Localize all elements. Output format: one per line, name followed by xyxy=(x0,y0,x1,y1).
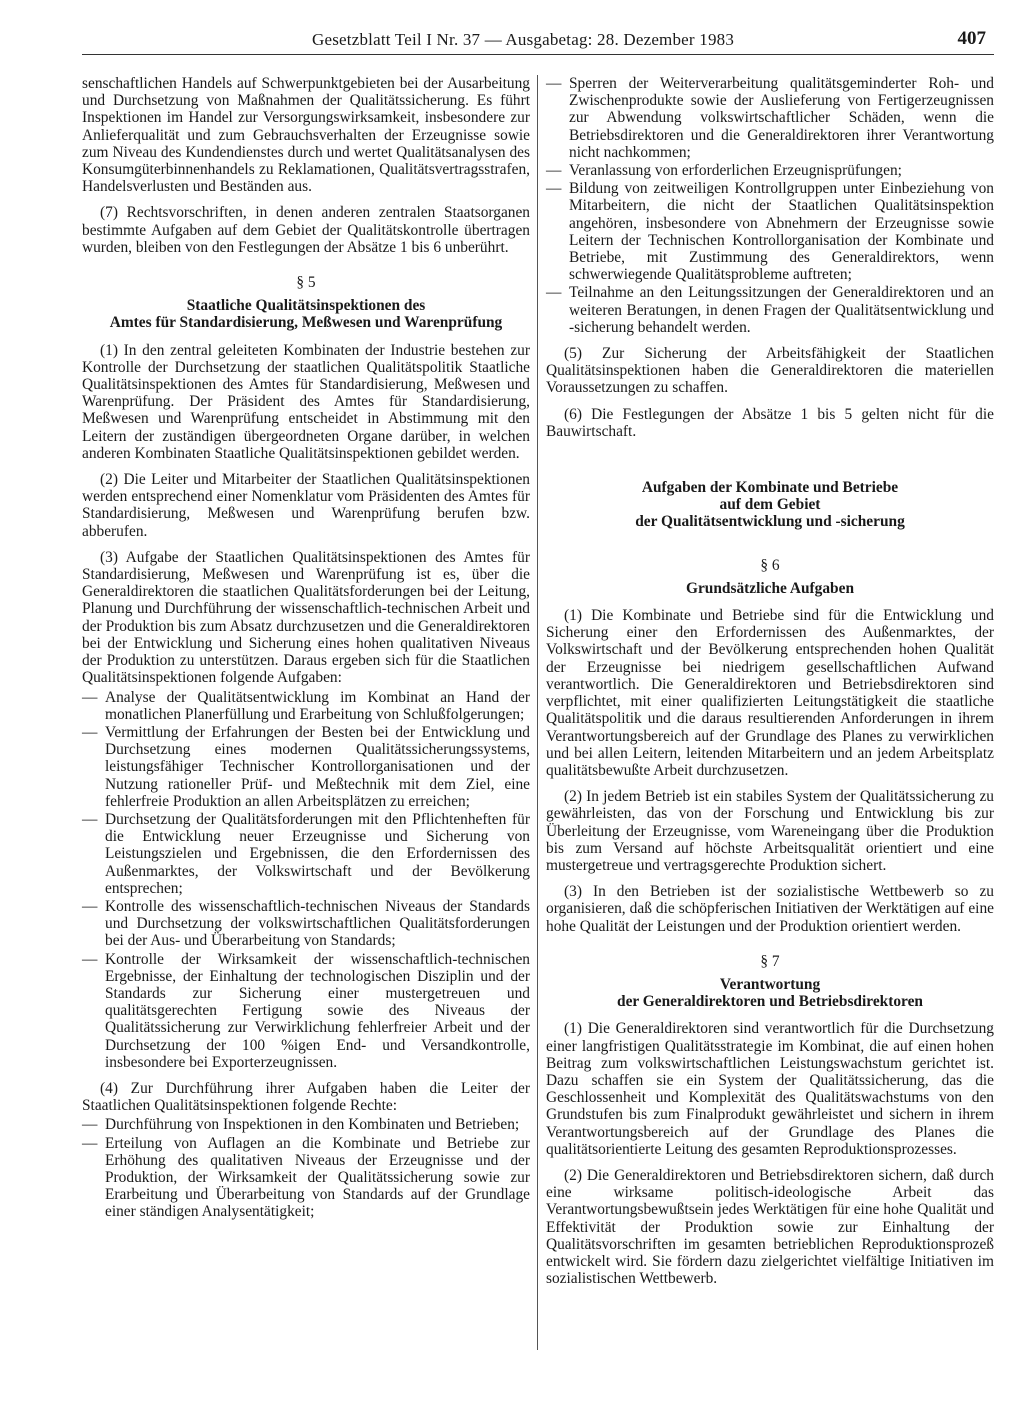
list-item: — Teilnahme an den Leitungssitzungen der Generaldirektoren und an weiteren Beratungen, in denen Fragen der Qualitätsentwicklung und -sicherung behandelt werden. xyxy=(546,284,994,336)
section-7-title-line-1: Verantwortung xyxy=(719,975,821,993)
s5-paragraph-5: (5) Zur Sicherung der Arbeitsfähigkeit der Staatlichen Qualitätsinspektionen haben die Generaldirektoren die materiellen Voraussetzungen zu schaffen. xyxy=(546,345,994,397)
right-column xyxy=(546,75,994,1296)
section-5-title xyxy=(82,297,530,331)
section-6-number: § 6 xyxy=(760,556,780,574)
s5-paragraph-4-list xyxy=(82,1116,530,1220)
s5-paragraph-3: (3) Aufgabe der Staatlichen Qualitätsinspektionen des Amtes für Standardisierung, Meßwesen und Warenprüfung ist es, über die Generaldirektoren die staatlichen Qualitätsforderungen bei der Leitung, Planung und Durchführung der wissenschaftlich-technischen Arbeit und der Produktion bis zum Absatz durchzusetzen und die Generaldirektoren bei der Entwicklung und Sicherung eines hohen qualitativen Niveaus der Produktion zu unterstützen. Daraus ergeben sich für die Staatlichen Qualitätsinspektionen folgende Aufgaben: xyxy=(82,548,530,687)
section-6-title: Grundsätzliche Aufgaben xyxy=(685,579,855,597)
section-5-title-line-2: Amtes für Standardisierung, Meßwesen und Warenprüfung xyxy=(109,314,503,332)
s5-paragraph-3-list xyxy=(82,689,530,1071)
section-5-title-line-1: Staatliche Qualitätsinspektionen des xyxy=(186,297,426,315)
page-number: 407 xyxy=(957,28,986,49)
list-item: — Kontrolle des wissenschaftlich-technischen Niveaus der Standards und Durchsetzung der volkswirtschaftlichen Qualitätsforderungen bei der Aus- und Überarbeitung von Standards; xyxy=(82,898,530,950)
chapter-heading-line-3: der Qualitätsentwicklung und -sicherung xyxy=(635,513,905,531)
section-7-title-line-2: der Generaldirektoren und Betriebsdirektoren xyxy=(617,993,923,1011)
section-5-number: § 5 xyxy=(296,274,316,292)
s5-paragraph-4-list-continued xyxy=(546,75,994,336)
list-item: — Sperren der Weiterverarbeitung qualitätsgeminderter Roh- und Zwischenprodukte sowie der Auslieferung von Fertigerzeugnissen zur Abwendung volkswirtschaftlicher Schäden, wenn die Betriebsdirektoren und die Generaldirektoren ihrer Verantwortung nicht nachkommen; xyxy=(546,75,994,161)
section-7-title xyxy=(546,976,994,1010)
s6-paragraph-3: (3) In den Betrieben ist der sozialistische Wettbewerb so zu organisieren, daß die schöpferischen Initiativen der Werktätigen auf eine hohe Qualität der Leistungen und der Produktion orientiert werden. xyxy=(546,883,994,935)
left-column xyxy=(82,75,530,1230)
paragraph-continuation: senschaftlichen Handels auf Schwerpunktgebieten bei der Ausarbeitung und Durchsetzung von Maßnahmen der Qualitätssicherung. Es führt Inspektionen im Handel zur Versorgungswirksamkeit, insbesondere zur Anlieferqualität und zum Gebrauchsverhalten der Erzeugnisse sowie zum Niveau des Kundendienstes durch und wertet Qualitätsanalysen des Konsumgüterbinnenhandels zu Reklamationen, Qualitätsvertragsstrafen, Handelsverlusten und Beständen aus. xyxy=(82,75,530,196)
list-item: — Bildung von zeitweiligen Kontrollgruppen unter Einbeziehung von Mitarbeitern, die nicht der Staatlichen Qualitätsinspektion angehören, insbesondere von Abnehmern der Erzeugnisse sowie Leitern der Technischen Kontrollorganisation der Kombinate und Betriebe, mit Zustimmung des Generaldirektors, wenn schwerwiegende Qualitätsprobleme auftreten; xyxy=(546,180,994,283)
s6-paragraph-1: (1) Die Kombinate und Betriebe sind für die Entwicklung und Sicherung einer den Erfordernissen des Außenmarktes, der Volkswirtschaft und der Bevölkerung entsprechenden hohen Qualität der Erzeugnisse bei niedrigem gesellschaftlichen Aufwand verantwortlich. Die Generaldirektoren und Betriebsdirektoren sind verpflichtet, mit einer qualifizierten Leitungstätigkeit die staatliche Qualitätspolitik und die daraus resultierenden Anforderungen in ihrem Verantwortungsbereich auf der Grundlage des Planes zu verwirklichen und bei allen Leitern, leitenden Mitarbeitern und an jedem Arbeitsplatz qualitätsbewußte Arbeit durchzusetzen. xyxy=(546,607,994,779)
s7-paragraph-1: (1) Die Generaldirektoren sind verantwortlich für die Durchsetzung einer langfristigen Qualitätsstrategie im Kombinat, die auf einen hohen Beitrag zum volkswirtschaftlichen Leistungswachstum gerichtet ist. Dazu schaffen sie ein System der Qualitätssicherung, das die Geschlossenheit und Komplexität des Qualitätswachstums von den Grundstufen bis zum Finalprodukt gewährleistet und sichern in ihrem Verantwortungsbereich auf der Grundlage des Planes die qualitätsorientierte Leitung des gesamten Reproduktionsprozesses. xyxy=(546,1020,994,1158)
page-header xyxy=(82,30,994,55)
s5-paragraph-6: (6) Die Festlegungen der Absätze 1 bis 5 gelten nicht für die Bauwirtschaft. xyxy=(546,405,994,440)
chapter-heading-line-2: auf dem Gebiet xyxy=(719,496,821,514)
list-item: — Analyse der Qualitätsentwicklung im Kombinat an Hand der monatlichen Planerfüllung und Erarbeitung von Schlußfolgerungen; xyxy=(82,689,530,723)
spacer xyxy=(546,449,994,479)
chapter-heading-line-1: Aufgaben der Kombinate und Betriebe xyxy=(641,479,899,497)
s5-paragraph-4: (4) Zur Durchführung ihrer Aufgaben haben die Leiter der Staatlichen Qualitätsinspektionen folgende Rechte: xyxy=(82,1079,530,1115)
list-item: — Veranlassung von erforderlichen Erzeugnisprüfungen; xyxy=(546,162,994,179)
s6-paragraph-2: (2) In jedem Betrieb ist ein stabiles System der Qualitätssicherung zu gewährleisten, das von der Forschung und Entwicklung bis zur Überleitung der Erzeugnisse, vom Wareneingang über die Produktion bis zum Versand auf höchste Arbeitsqualität orientiert und eine mustergetreue und vertragsgerechte Produktion sichert. xyxy=(546,788,994,874)
chapter-heading xyxy=(546,479,994,531)
s5-paragraph-1: (1) In den zentral geleiteten Kombinaten der Industrie bestehen zur Kontrolle der Durchsetzung der staatlichen Qualitätspolitik Staatliche Qualitätsinspektionen des Amtes für Standardisierung, Meßwesen und Warenprüfung. Der Präsident des Amtes für Standardisierung, Meßwesen und Warenprüfung entscheidet in Abstimmung mit den Leitern der zuständigen übergeordneten Organe darüber, in welchen anderen Kombinaten Staatliche Qualitätsinspektionen gebildet werden. xyxy=(82,341,530,462)
paragraph-7: (7) Rechtsvorschriften, in denen anderen zentralen Staatsorganen bestimmte Aufgaben auf dem Gebiet der Qualitätskontrolle übertragen wurden, bleiben von den Festlegungen der Absätze 1 bis 6 unberührt. xyxy=(82,204,530,256)
list-item: — Kontrolle der Wirksamkeit der wissenschaftlich-technischen Ergebnisse, der Einhaltung der technologischen Disziplin und der Standards zur Sicherung einer mustergetreuen und qualitätsgerechten Fertigung sowie des Niveaus der Qualitätssicherung zur Verwirklichung fehlerfreier Arbeit und der Durchsetzung der 100 %igen End- und Versandkontrolle, insbesondere bei Exporterzeugnissen. xyxy=(82,951,530,1071)
list-item: — Durchsetzung der Qualitätsforderungen mit den Pflichtenheften für die Entwicklung neuer Erzeugnisse und Sicherung von Leistungszielen und Ergebnissen, die den Erfordernissen des Außenmarktes, der Volkswirtschaft und der Bevölkerung entsprechen; xyxy=(82,811,530,897)
list-item: — Vermittlung der Erfahrungen der Besten bei der Entwicklung und Durchsetzung eines modernen Qualitätssicherungssystems, leistungsfähiger Technischer Kontrollorganisationen und der Nutzung rationeller Prüf- und Meßtechnik mit dem Ziel, eine fehlerfreie Produktion an allen Arbeitsplätzen zu erreichen; xyxy=(82,724,530,810)
s5-paragraph-2: (2) Die Leiter und Mitarbeiter der Staatlichen Qualitätsinspektionen werden entsprechend einer Nomenklatur vom Präsidenten des Amtes für Standardisierung, Meßwesen und Warenprüfung berufen bzw. abberufen. xyxy=(82,471,530,540)
header-title: Gesetzblatt Teil I Nr. 37 — Ausgabetag: 28. Dezember 1983 xyxy=(312,30,735,49)
list-item: — Erteilung von Auflagen an die Kombinate und Betriebe zur Erhöhung des qualitativen Niveaus der Erzeugnisse und der Produktion, der Wirksamkeit der Qualitätssicherung sowie zur Erarbeitung und Überarbeitung von Standards auf der Grundlage einer ständigen Analysentätigkeit; xyxy=(82,1135,530,1221)
list-item: — Durchführung von Inspektionen in den Kombinaten und Betrieben; xyxy=(82,1116,530,1133)
section-7-number: § 7 xyxy=(760,952,780,970)
s7-paragraph-2: (2) Die Generaldirektoren und Betriebsdirektoren sichern, daß durch eine wirksame politisch-ideologische Arbeit das Verantwortungsbewußtsein jedes Werktätigen für eine hohe Qualität und Effektivität der Produktion sowie zur Einhaltung der Qualitätsvorschriften im gesamten betrieblichen Reproduktionsprozeß entwickelt wird. Sie fördern dazu zielgerichtet vielfältige Initiativen im sozialistischen Wettbewerb. xyxy=(546,1166,994,1288)
column-divider xyxy=(537,75,538,1350)
